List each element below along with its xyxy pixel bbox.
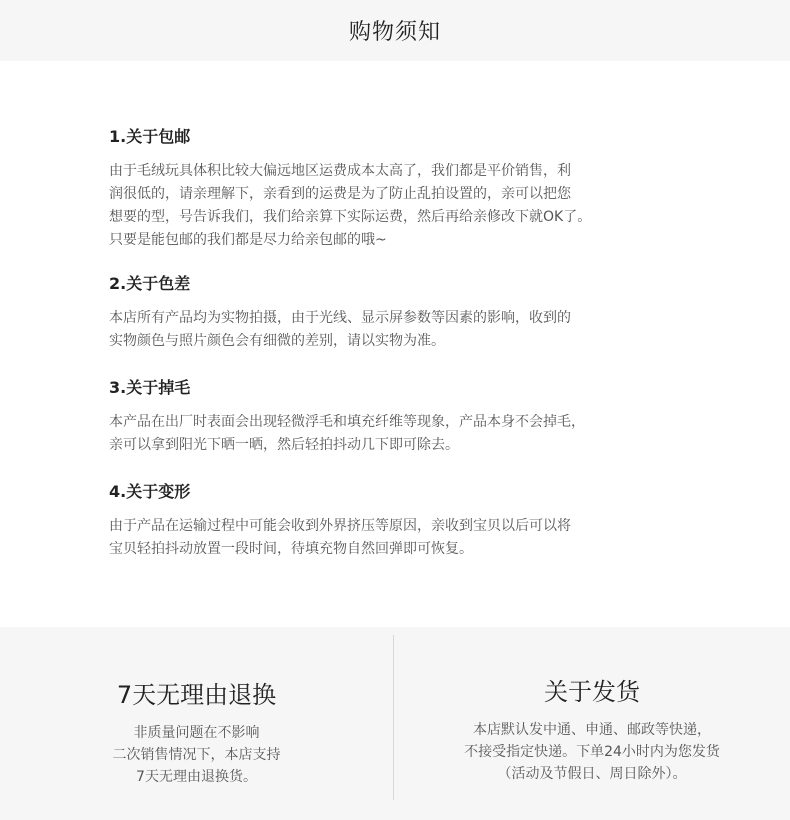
shipping-panel [394, 627, 790, 785]
section-color-difference [109, 271, 669, 353]
text-line: 本产品在出厂时表面会出现轻微浮毛和填充纤维等现象，产品本身不会掉毛， [109, 414, 585, 430]
section-heading: 3.关于掉毛 [109, 378, 191, 397]
section-shedding [109, 375, 669, 457]
text-line: 亲可以拿到阳光下晒一晒，然后轻拍抖动几下即可除去。 [109, 437, 459, 453]
section-heading: 2.关于色差 [109, 274, 191, 293]
section-heading: 1.关于包邮 [109, 127, 191, 146]
notice-header [0, 0, 790, 61]
section-text [109, 411, 669, 457]
text-line: 本店所有产品均为实物拍摄，由于光线、显示屏参数等因素的影响，收到的 [109, 310, 571, 326]
text-line: 只要是能包邮的我们都是尽力给亲包邮的哦~ [109, 232, 387, 248]
page-title: 购物须知 [348, 20, 441, 45]
text-line: （活动及节假日、周日除外）。 [497, 766, 687, 782]
text-line: 实物颜色与照片颜色会有细微的差别，请以实物为准。 [109, 333, 445, 349]
text-line: 由于毛绒玩具体积比较大偏远地区运费成本太高了，我们都是平价销售，利 [109, 163, 571, 179]
text-line: 非质量问题在不影响 [133, 725, 260, 741]
section-free-shipping [109, 124, 669, 252]
text-line: 润很低的，请亲理解下，亲看到的运费是为了防止乱拍设置的，亲可以把您 [109, 186, 571, 202]
section-text [109, 307, 669, 353]
service-footer [0, 627, 790, 820]
section-text [109, 515, 669, 561]
shipping-title: 关于发货 [544, 678, 640, 706]
return-policy-panel [0, 627, 393, 788]
text-line: 宝贝轻拍抖动放置一段时间，待填充物自然回弹即可恢复。 [109, 541, 473, 557]
text-line: 由于产品在运输过程中可能会收到外界挤压等原因，亲收到宝贝以后可以将 [109, 518, 571, 534]
text-line: 不接受指定快递。下单24小时内为您发货 [464, 744, 720, 760]
section-deformation [109, 479, 669, 561]
text-line: 7天无理由退换货。 [136, 769, 257, 785]
text-line: 二次销售情况下，本店支持 [112, 747, 281, 763]
return-policy-text [0, 722, 393, 788]
text-line: 本店默认发中通、申通、邮政等快递， [473, 722, 711, 738]
section-heading: 4.关于变形 [109, 482, 191, 501]
return-policy-title: 7天无理由退换 [116, 681, 277, 709]
shipping-text [394, 719, 790, 785]
text-line: 想要的型，号告诉我们，我们给亲算下实际运费，然后再给亲修改下就OK了。 [109, 209, 592, 225]
section-text [109, 160, 669, 252]
